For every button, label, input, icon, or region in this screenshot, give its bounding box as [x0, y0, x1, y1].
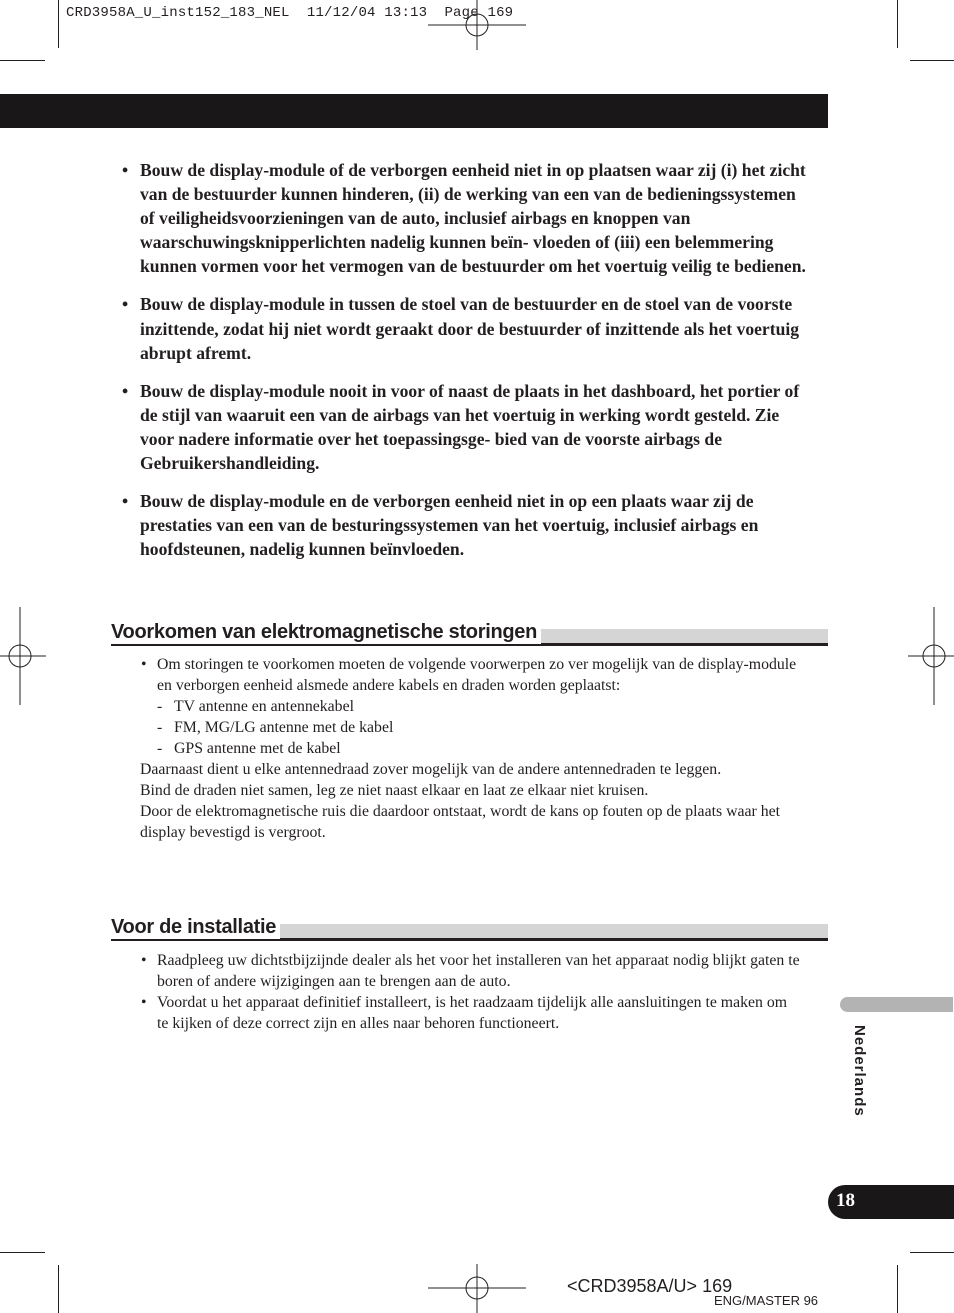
- sub-item: - GPS antenne met de kabel: [157, 740, 341, 757]
- page-number: 18: [836, 1190, 855, 1211]
- section-title: Voorkomen van elektromagnetische storingen: [111, 620, 541, 644]
- section-title: Voor de installatie: [111, 915, 280, 939]
- bullet-icon: •: [141, 952, 147, 969]
- crop-mark: [58, 1265, 59, 1313]
- registration-mark-left: [0, 607, 46, 705]
- paragraph: Daarnaast dient u elke antennedraad zover mogelijk van de andere antennedraden te leggen.: [140, 761, 722, 778]
- warning-item: • Bouw de display-module of de verborgen eenheid niet in op plaatsen waar zij (i) het zicht van de bestuurder kunnen hinderen, (ii) de werking van een van de bedieningssystemen of veiligheidsvoorzieningen van de auto, inclusief airbags en knoppen van waarschuwingsknipperlichten nadelig kunnen beïn- vloeden of (iii) een belemmering kunnen vormen voor het vermogen van de bestuurder om het voertuig veilig te bedienen.: [122, 160, 806, 277]
- crop-mark: [58, 0, 59, 48]
- crop-mark: [897, 1265, 898, 1313]
- warning-item: • Bouw de display-module nooit in voor of naast de plaats in het dashboard, het portier of de stijl van waaruit een van de airbags van het voertuig in werking wordt gesteld. Zie voor nadere informatie over het toepassingsge- bied van de voorste airbags de Gebruikershandleiding.: [122, 380, 800, 474]
- registration-mark-right: [908, 607, 954, 705]
- print-slug: CRD3958A_U_inst152_183_NEL 11/12/04 13:13 Page 169: [66, 5, 514, 21]
- paragraph: Door de elektromagnetische ruis die daardoor ontstaat, wordt de kans op fouten op de plaats waar het display bevestigd is vergroot.: [140, 803, 781, 841]
- crop-mark: [897, 0, 898, 48]
- language-label: Nederlands: [851, 1025, 868, 1117]
- section-heading: [111, 915, 828, 945]
- header-bar: [0, 94, 828, 128]
- crop-mark: [0, 1252, 45, 1253]
- registration-mark-bottom: [428, 1264, 526, 1313]
- dash-icon: -: [157, 740, 163, 757]
- crop-mark: [0, 60, 45, 61]
- section-heading: [111, 620, 828, 650]
- footer-code: <CRD3958A/U> 169: [567, 1276, 733, 1296]
- warning-list: [120, 158, 810, 575]
- bullet-icon: •: [122, 380, 129, 401]
- language-tab: [840, 997, 953, 1012]
- dash-icon: -: [157, 698, 163, 715]
- bullet-icon: •: [141, 994, 147, 1011]
- sub-item: - TV antenne en antennekabel: [157, 698, 354, 715]
- footer-master: ENG/MASTER 96: [714, 1293, 819, 1308]
- list-item: • Om storingen te voorkomen moeten de volgende voorwerpen zo ver mogelijk van de display-module en verborgen eenheid alsmede andere kabels en draden worden geplaatst:: [141, 656, 797, 694]
- bullet-icon: •: [122, 294, 129, 315]
- paragraph: Bind de draden niet samen, leg ze niet naast elkaar en laat ze elkaar niet kruisen.: [140, 782, 649, 799]
- bullet-icon: •: [141, 656, 147, 673]
- section-body: [140, 654, 800, 843]
- crop-mark: [910, 1252, 954, 1253]
- sub-item: - FM, MG/LG antenne met de kabel: [157, 719, 394, 736]
- crop-mark: [910, 60, 954, 61]
- bullet-icon: •: [122, 491, 129, 512]
- list-item: • Raadpleeg uw dichtstbijzijnde dealer als het voor het installeren van het apparaat nodig blijkt gaten te boren of andere wijzigingen aan te brengen aan de auto.: [141, 952, 800, 990]
- warning-item: • Bouw de display-module in tussen de stoel van de bestuurder en de stoel van de voorste inzittende, zodat hij niet wordt geraakt door de bestuurder of inzittende als het voertuig abrupt afremt.: [122, 294, 800, 363]
- dash-icon: -: [157, 719, 163, 736]
- warning-item: • Bouw de display-module en de verborgen eenheid niet in op een plaats waar zij de prestaties van een van de besturingssystemen van het voertuig, inclusief airbags en hoofdsteunen, nadelig kunnen beïnvloeden.: [122, 491, 759, 560]
- bullet-icon: •: [122, 160, 129, 180]
- section-body: [140, 950, 800, 1034]
- list-item: • Voordat u het apparaat definitief installeert, is het raadzaam tijdelijk alle aansluitingen te maken om te kijken of deze correct zijn en alles naar behoren functioneert.: [141, 994, 788, 1032]
